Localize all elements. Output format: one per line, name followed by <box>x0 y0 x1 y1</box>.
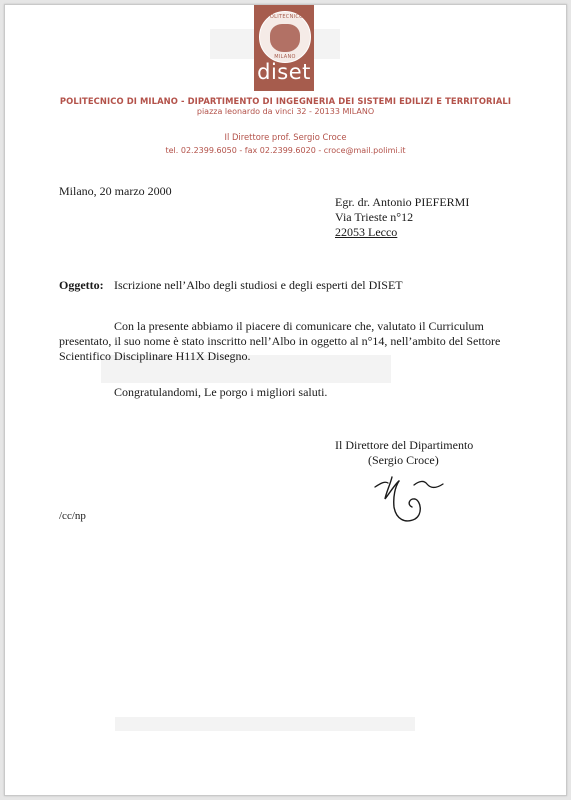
subject-text: Iscrizione nell’Albo degli studiosi e degli esperti del DISET <box>114 278 403 292</box>
recipient-city: 22053 Lecco <box>335 225 398 239</box>
body-line-2: presentato, il suo nome è stato inscritto nell’Albo in oggetto al n°14, nell’ambito del Settore <box>59 334 501 348</box>
signature-name: (Sergio Croce) <box>368 453 439 467</box>
date-line: Milano, 20 marzo 2000 <box>59 184 172 198</box>
letter-page <box>4 4 567 796</box>
institution-name: POLITECNICO DI MILANO - DIPARTIMENTO DI INGEGNERIA DEI SISTEMI EDILIZI E TERRITORIALI <box>59 96 512 106</box>
handwritten-signature <box>371 471 461 527</box>
recipient-street: Via Trieste n°12 <box>335 210 414 224</box>
institution-address: piazza leonardo da vinci 32 - 20133 MILANO <box>196 107 375 116</box>
recipient-name: Egr. dr. Antonio PIEFERMI <box>335 195 470 209</box>
seal-figures <box>270 24 300 52</box>
politecnico-seal: POLITECNICO MILANO <box>259 11 311 63</box>
subject-label: Oggetto: <box>59 278 104 292</box>
diset-logo <box>254 5 314 91</box>
bleed-through-mark <box>115 717 415 731</box>
contact-line: tel. 02.2399.6050 - fax 02.2399.6020 - croce@mail.polimi.it <box>165 146 406 155</box>
reference-initials: /cc/np <box>59 510 86 522</box>
closing-line: Congratulandomi, Le porgo i migliori saluti. <box>114 385 328 399</box>
logo-wordmark: diset <box>257 60 311 84</box>
body-line-1: Con la presente abbiamo il piacere di comunicare che, valutato il Curriculum <box>114 319 484 333</box>
signature-title: Il Direttore del Dipartimento <box>335 438 474 452</box>
director-heading: Il Direttore prof. Sergio Croce <box>224 132 347 142</box>
body-line-3: Scientifico Disciplinare H11X Disegno. <box>59 349 251 363</box>
